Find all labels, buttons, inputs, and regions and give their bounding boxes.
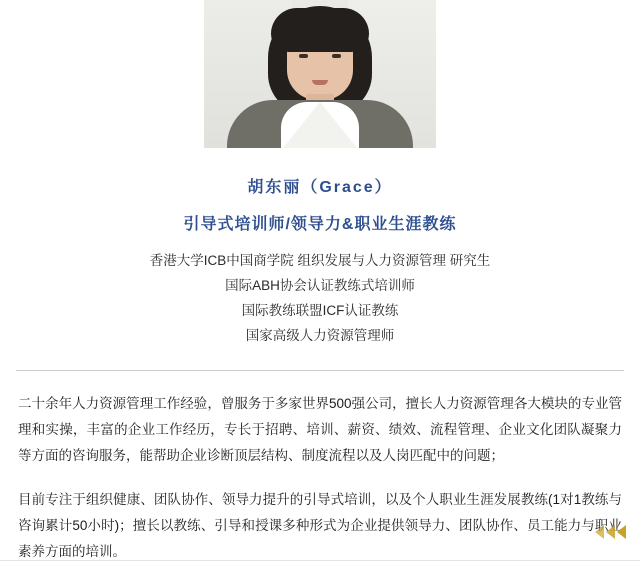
- credential-item: 国家高级人力资源管理师: [245, 328, 395, 343]
- mouth-icon: [312, 80, 328, 85]
- eye-left-icon: [299, 54, 308, 58]
- focus-paragraph: 目前专注于组织健康、团队协作、领导力提升的引导式培训，以及个人职业生涯发展教练(1对1教练与咨询累计50小时)；擅长以教练、引导和授课多种形式为企业提供领导力、团队协作、员工能力与职业素养方面的培训。: [18, 492, 622, 559]
- portrait-photo: [204, 0, 436, 148]
- fringe-icon: [271, 8, 369, 52]
- experience-paragraph: 二十余年人力资源管理工作经验，曾服务于多家世界500强公司，擅长人力资源管理各大模块的专业管理和实操，丰富的企业工作经历，专长于招聘、培训、薪资、绩效、流程管理、企业文化团队凝聚力等方面的咨询服务，能帮助企业诊断顶层结构、制度流程以及人岗匹配中的问题；: [18, 396, 622, 463]
- credentials-list: [0, 248, 640, 348]
- triangle-left-icon: [595, 525, 604, 539]
- profile-name: 胡东丽（Grace）: [247, 179, 393, 196]
- page-footer-marker: [595, 525, 626, 539]
- eye-right-icon: [332, 54, 341, 58]
- triangle-middle-icon: [606, 525, 615, 539]
- credential-item: 国际教练联盟ICF认证教练: [241, 303, 399, 318]
- section-divider: [16, 370, 624, 371]
- triangle-right-icon: [617, 525, 626, 539]
- profile-title: 引导式培训师/领导力&职业生涯教练: [183, 216, 457, 233]
- credential-item: 国际ABH协会认证教练式培训师: [225, 278, 415, 293]
- portrait-photo-container: [0, 0, 640, 148]
- credential-item: 香港大学ICB中国商学院 组织发展与人力资源管理 研究生: [149, 253, 491, 268]
